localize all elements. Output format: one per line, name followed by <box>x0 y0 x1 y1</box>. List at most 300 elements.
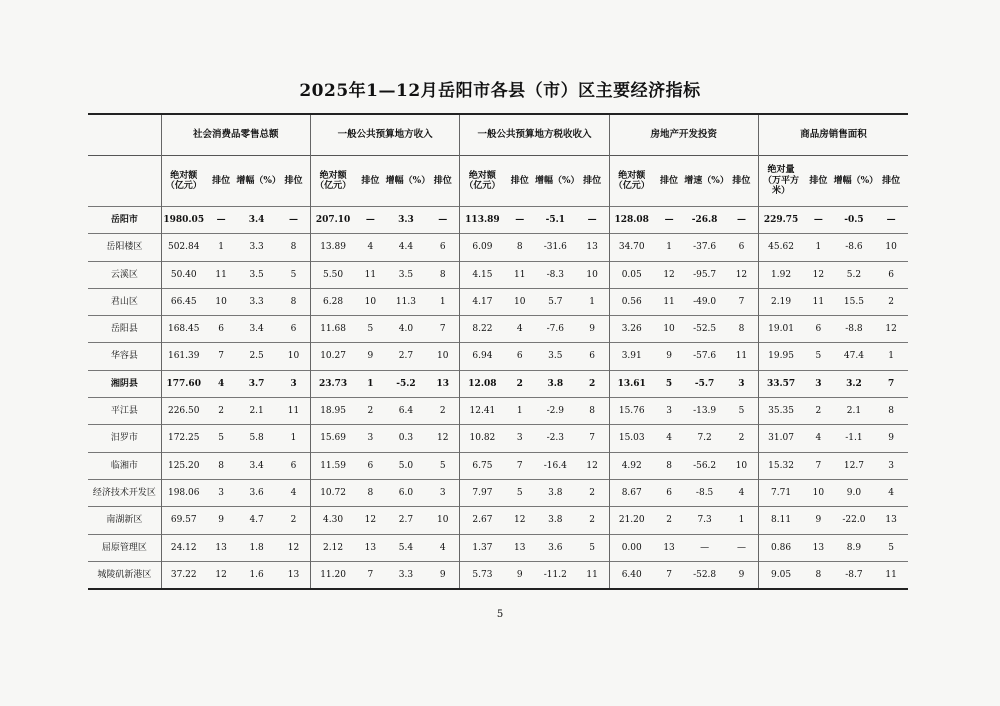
region-name-cell: 岳阳市 <box>88 207 161 234</box>
value-cell: 3.4 <box>236 316 277 343</box>
value-cell: 10 <box>654 316 684 343</box>
value-cell: 6 <box>355 452 385 479</box>
table-row <box>88 534 908 561</box>
table-row <box>88 452 908 479</box>
column-header: 增速（%） <box>684 156 725 207</box>
value-cell: 6 <box>206 316 236 343</box>
table-row <box>88 425 908 452</box>
value-cell: 11 <box>803 288 833 315</box>
value-cell: 11.68 <box>310 316 355 343</box>
value-cell: 4 <box>355 234 385 261</box>
region-name-cell: 屈原管理区 <box>88 534 161 561</box>
value-cell: 13 <box>355 534 385 561</box>
table-body <box>88 207 908 590</box>
value-cell: 3 <box>505 425 535 452</box>
value-cell: 2 <box>576 507 610 534</box>
value-cell: 12 <box>277 534 311 561</box>
value-cell: 9 <box>505 561 535 589</box>
value-cell: 9.05 <box>758 561 803 589</box>
value-cell: -2.3 <box>535 425 576 452</box>
value-cell: — <box>426 207 460 234</box>
value-cell: 3 <box>725 370 759 397</box>
group-header: 房地产开发投资 <box>609 114 758 156</box>
value-cell: 7 <box>355 561 385 589</box>
value-cell: 13 <box>654 534 684 561</box>
table-row <box>88 370 908 397</box>
value-cell: 12 <box>803 261 833 288</box>
value-cell: -8.5 <box>684 479 725 506</box>
value-cell: 15.5 <box>834 288 875 315</box>
value-cell: 2 <box>206 398 236 425</box>
value-cell: 9 <box>206 507 236 534</box>
value-cell: 1 <box>355 370 385 397</box>
value-cell: 7 <box>206 343 236 370</box>
value-cell: 8 <box>505 234 535 261</box>
value-cell: 3.6 <box>535 534 576 561</box>
value-cell: 50.40 <box>161 261 206 288</box>
value-cell: 8 <box>874 398 908 425</box>
value-cell: 1980.05 <box>161 207 206 234</box>
value-cell: 8 <box>277 288 311 315</box>
economic-indicators-table <box>88 113 908 590</box>
value-cell: 23.73 <box>310 370 355 397</box>
value-cell: 11 <box>355 261 385 288</box>
value-cell: 4 <box>803 425 833 452</box>
value-cell: 2.67 <box>460 507 505 534</box>
value-cell: 3 <box>803 370 833 397</box>
value-cell: -5.7 <box>684 370 725 397</box>
value-cell: 15.69 <box>310 425 355 452</box>
value-cell: 6 <box>505 343 535 370</box>
page-number: 5 <box>496 609 504 620</box>
value-cell: 12.41 <box>460 398 505 425</box>
value-cell: — <box>654 207 684 234</box>
value-cell: 13 <box>277 561 311 589</box>
value-cell: 12.08 <box>460 370 505 397</box>
value-cell: 2 <box>426 398 460 425</box>
value-cell: 66.45 <box>161 288 206 315</box>
value-cell: 45.62 <box>758 234 803 261</box>
value-cell: 3.8 <box>535 507 576 534</box>
value-cell: 4 <box>654 425 684 452</box>
column-header: 排位 <box>654 156 684 207</box>
column-header: 绝对量（万平方米） <box>758 156 803 207</box>
value-cell: 5 <box>654 370 684 397</box>
value-cell: 2.1 <box>236 398 277 425</box>
value-cell: 9 <box>426 561 460 589</box>
column-header: 绝对额（亿元） <box>161 156 206 207</box>
value-cell: — <box>803 207 833 234</box>
region-name-cell: 湘阴县 <box>88 370 161 397</box>
value-cell: 4 <box>206 370 236 397</box>
value-cell: 3 <box>654 398 684 425</box>
value-cell: 6 <box>803 316 833 343</box>
value-cell: 125.20 <box>161 452 206 479</box>
group-header: 一般公共预算地方收入 <box>310 114 459 156</box>
value-cell: 6.75 <box>460 452 505 479</box>
value-cell: 2 <box>277 507 311 534</box>
value-cell: -0.5 <box>834 207 875 234</box>
value-cell: 4 <box>277 479 311 506</box>
value-cell: 8 <box>277 234 311 261</box>
value-cell: 2.7 <box>386 343 427 370</box>
value-cell: 1 <box>803 234 833 261</box>
value-cell: 10.27 <box>310 343 355 370</box>
value-cell: 5 <box>206 425 236 452</box>
column-header: 排位 <box>206 156 236 207</box>
value-cell: 12.7 <box>834 452 875 479</box>
value-cell: 3.3 <box>236 288 277 315</box>
value-cell: 9 <box>355 343 385 370</box>
value-cell: 6.0 <box>386 479 427 506</box>
value-cell: 9.0 <box>834 479 875 506</box>
value-cell: 3 <box>874 452 908 479</box>
value-cell: 11 <box>505 261 535 288</box>
value-cell: -8.6 <box>834 234 875 261</box>
column-header: 排位 <box>803 156 833 207</box>
value-cell: 13 <box>874 507 908 534</box>
value-cell: 1 <box>505 398 535 425</box>
region-name-cell: 岳阳县 <box>88 316 161 343</box>
value-cell: 0.00 <box>609 534 654 561</box>
value-cell: -8.7 <box>834 561 875 589</box>
column-header: 排位 <box>505 156 535 207</box>
table-row <box>88 316 908 343</box>
region-name-cell: 华容县 <box>88 343 161 370</box>
column-header: 增幅（%） <box>386 156 427 207</box>
value-cell: 15.32 <box>758 452 803 479</box>
value-cell: 15.76 <box>609 398 654 425</box>
value-cell: 2 <box>576 479 610 506</box>
value-cell: 12 <box>874 316 908 343</box>
value-cell: 4 <box>426 534 460 561</box>
value-cell: -26.8 <box>684 207 725 234</box>
value-cell: 6 <box>277 452 311 479</box>
value-cell: 37.22 <box>161 561 206 589</box>
value-cell: 13 <box>505 534 535 561</box>
value-cell: -8.3 <box>535 261 576 288</box>
column-header: 增幅（%） <box>535 156 576 207</box>
value-cell: — <box>576 207 610 234</box>
value-cell: -1.1 <box>834 425 875 452</box>
value-cell: 8 <box>654 452 684 479</box>
region-name-cell: 汨罗市 <box>88 425 161 452</box>
value-cell: 9 <box>803 507 833 534</box>
value-cell: — <box>355 207 385 234</box>
value-cell: 7 <box>654 561 684 589</box>
value-cell: 10 <box>426 343 460 370</box>
value-cell: 3 <box>355 425 385 452</box>
value-cell: 2 <box>355 398 385 425</box>
region-name-cell: 城陵矶新港区 <box>88 561 161 589</box>
value-cell: 1 <box>576 288 610 315</box>
value-cell: 1.8 <box>236 534 277 561</box>
value-cell: 10.82 <box>460 425 505 452</box>
value-cell: 4.0 <box>386 316 427 343</box>
column-header: 绝对额（亿元） <box>310 156 355 207</box>
value-cell: 4.7 <box>236 507 277 534</box>
value-cell: -95.7 <box>684 261 725 288</box>
value-cell: 10 <box>206 288 236 315</box>
value-cell: — <box>874 207 908 234</box>
value-cell: 7 <box>874 370 908 397</box>
value-cell: -52.5 <box>684 316 725 343</box>
value-cell: 12 <box>355 507 385 534</box>
value-cell: 10.72 <box>310 479 355 506</box>
table-row <box>88 288 908 315</box>
value-cell: 6.40 <box>609 561 654 589</box>
region-name-cell: 临湘市 <box>88 452 161 479</box>
value-cell: 11.3 <box>386 288 427 315</box>
value-cell: 12 <box>505 507 535 534</box>
value-cell: — <box>505 207 535 234</box>
value-cell: 13 <box>426 370 460 397</box>
value-cell: 13 <box>803 534 833 561</box>
value-cell: 5 <box>355 316 385 343</box>
value-cell: — <box>684 534 725 561</box>
column-header: 增幅（%） <box>236 156 277 207</box>
value-cell: -8.8 <box>834 316 875 343</box>
value-cell: 2.19 <box>758 288 803 315</box>
value-cell: -37.6 <box>684 234 725 261</box>
value-cell: 7 <box>505 452 535 479</box>
corner-header-cell <box>88 114 161 156</box>
value-cell: — <box>206 207 236 234</box>
value-cell: -7.6 <box>535 316 576 343</box>
value-cell: 0.86 <box>758 534 803 561</box>
value-cell: 2.5 <box>236 343 277 370</box>
value-cell: 35.35 <box>758 398 803 425</box>
value-cell: 3 <box>277 370 311 397</box>
value-cell: 3.4 <box>236 452 277 479</box>
value-cell: -57.6 <box>684 343 725 370</box>
value-cell: 6 <box>277 316 311 343</box>
value-cell: 19.01 <box>758 316 803 343</box>
region-name-cell: 南湖新区 <box>88 507 161 534</box>
value-cell: 21.20 <box>609 507 654 534</box>
value-cell: 6 <box>725 234 759 261</box>
value-cell: 3.5 <box>236 261 277 288</box>
value-cell: 2.12 <box>310 534 355 561</box>
table-row <box>88 261 908 288</box>
value-cell: 3.91 <box>609 343 654 370</box>
value-cell: 1 <box>277 425 311 452</box>
value-cell: 11 <box>576 561 610 589</box>
table-row <box>88 207 908 234</box>
value-cell: 229.75 <box>758 207 803 234</box>
value-cell: 4.30 <box>310 507 355 534</box>
value-cell: 3.3 <box>386 207 427 234</box>
value-cell: 3.6 <box>236 479 277 506</box>
group-header: 一般公共预算地方税收收入 <box>460 114 609 156</box>
value-cell: 2 <box>576 370 610 397</box>
value-cell: 2 <box>803 398 833 425</box>
value-cell: 34.70 <box>609 234 654 261</box>
value-cell: 8 <box>206 452 236 479</box>
value-cell: 5.4 <box>386 534 427 561</box>
value-cell: 1 <box>874 343 908 370</box>
value-cell: 3.5 <box>535 343 576 370</box>
value-cell: 13.61 <box>609 370 654 397</box>
value-cell: 47.4 <box>834 343 875 370</box>
value-cell: -5.2 <box>386 370 427 397</box>
column-header: 排位 <box>355 156 385 207</box>
value-cell: 226.50 <box>161 398 206 425</box>
value-cell: 10 <box>874 234 908 261</box>
value-cell: 3.3 <box>236 234 277 261</box>
value-cell: 1.6 <box>236 561 277 589</box>
value-cell: 5.2 <box>834 261 875 288</box>
value-cell: 12 <box>206 561 236 589</box>
value-cell: 177.60 <box>161 370 206 397</box>
value-cell: 11.59 <box>310 452 355 479</box>
value-cell: 13.89 <box>310 234 355 261</box>
value-cell: -31.6 <box>535 234 576 261</box>
value-cell: 172.25 <box>161 425 206 452</box>
value-cell: 0.05 <box>609 261 654 288</box>
column-header: 排位 <box>277 156 311 207</box>
value-cell: 9 <box>874 425 908 452</box>
value-cell: 198.06 <box>161 479 206 506</box>
value-cell: 1.92 <box>758 261 803 288</box>
value-cell: 6.28 <box>310 288 355 315</box>
value-cell: 8 <box>803 561 833 589</box>
table-row <box>88 343 908 370</box>
value-cell: 5 <box>725 398 759 425</box>
value-cell: 11 <box>874 561 908 589</box>
value-cell: 2.1 <box>834 398 875 425</box>
value-cell: 6 <box>654 479 684 506</box>
value-cell: 3.2 <box>834 370 875 397</box>
corner-header-cell <box>88 156 161 207</box>
value-cell: 1.37 <box>460 534 505 561</box>
value-cell: 4 <box>725 479 759 506</box>
value-cell: 4.17 <box>460 288 505 315</box>
value-cell: -22.0 <box>834 507 875 534</box>
value-cell: 1 <box>654 234 684 261</box>
value-cell: 9 <box>654 343 684 370</box>
value-cell: 5 <box>277 261 311 288</box>
value-cell: 12 <box>654 261 684 288</box>
value-cell: 4 <box>874 479 908 506</box>
value-cell: 8 <box>576 398 610 425</box>
value-cell: 7 <box>576 425 610 452</box>
value-cell: 6 <box>426 234 460 261</box>
value-cell: 24.12 <box>161 534 206 561</box>
value-cell: -49.0 <box>684 288 725 315</box>
value-cell: 4 <box>505 316 535 343</box>
value-cell: 7 <box>426 316 460 343</box>
value-cell: 12 <box>426 425 460 452</box>
value-cell: 4.4 <box>386 234 427 261</box>
value-cell: 8.67 <box>609 479 654 506</box>
value-cell: 8.22 <box>460 316 505 343</box>
value-cell: 7 <box>803 452 833 479</box>
value-cell: 13 <box>576 234 610 261</box>
value-cell: 8 <box>725 316 759 343</box>
value-cell: 8.9 <box>834 534 875 561</box>
value-cell: 7 <box>725 288 759 315</box>
value-cell: 18.95 <box>310 398 355 425</box>
value-cell: 2.7 <box>386 507 427 534</box>
value-cell: 10 <box>355 288 385 315</box>
value-cell: 9 <box>576 316 610 343</box>
column-header: 排位 <box>576 156 610 207</box>
value-cell: 6.94 <box>460 343 505 370</box>
value-cell: 10 <box>277 343 311 370</box>
value-cell: 15.03 <box>609 425 654 452</box>
table-row <box>88 561 908 589</box>
value-cell: 3.8 <box>535 370 576 397</box>
value-cell: 2 <box>874 288 908 315</box>
value-cell: 3.26 <box>609 316 654 343</box>
table-row <box>88 479 908 506</box>
value-cell: 0.56 <box>609 288 654 315</box>
value-cell: 5.7 <box>535 288 576 315</box>
value-cell: 5.73 <box>460 561 505 589</box>
value-cell: 2 <box>725 425 759 452</box>
value-cell: 10 <box>803 479 833 506</box>
value-cell: -16.4 <box>535 452 576 479</box>
value-cell: 161.39 <box>161 343 206 370</box>
value-cell: 5 <box>803 343 833 370</box>
region-name-cell: 经济技术开发区 <box>88 479 161 506</box>
value-cell: 4.92 <box>609 452 654 479</box>
value-cell: 2 <box>505 370 535 397</box>
value-cell: -52.8 <box>684 561 725 589</box>
value-cell: 6 <box>576 343 610 370</box>
value-cell: 168.45 <box>161 316 206 343</box>
value-cell: — <box>725 207 759 234</box>
value-cell: 5 <box>505 479 535 506</box>
value-cell: — <box>277 207 311 234</box>
value-cell: -56.2 <box>684 452 725 479</box>
value-cell: 8 <box>355 479 385 506</box>
value-cell: -11.2 <box>535 561 576 589</box>
value-cell: -5.1 <box>535 207 576 234</box>
value-cell: 11 <box>206 261 236 288</box>
value-cell: 11 <box>725 343 759 370</box>
value-cell: 8 <box>426 261 460 288</box>
value-cell: 11 <box>654 288 684 315</box>
value-cell: 5 <box>576 534 610 561</box>
value-cell: 2 <box>654 507 684 534</box>
value-cell: 5 <box>426 452 460 479</box>
value-cell: 8.11 <box>758 507 803 534</box>
sub-header-row <box>88 156 908 207</box>
value-cell: 9 <box>725 561 759 589</box>
value-cell: 3 <box>426 479 460 506</box>
table-row <box>88 507 908 534</box>
page-title: 2025年1—12月岳阳市各县（市）区主要经济指标 <box>299 81 701 101</box>
value-cell: 10 <box>576 261 610 288</box>
region-name-cell: 岳阳楼区 <box>88 234 161 261</box>
value-cell: 7.97 <box>460 479 505 506</box>
value-cell: 128.08 <box>609 207 654 234</box>
value-cell: 33.57 <box>758 370 803 397</box>
value-cell: 207.10 <box>310 207 355 234</box>
value-cell: 3.4 <box>236 207 277 234</box>
value-cell: 5 <box>874 534 908 561</box>
value-cell: — <box>725 534 759 561</box>
column-header: 排位 <box>874 156 908 207</box>
value-cell: 113.89 <box>460 207 505 234</box>
value-cell: 11.20 <box>310 561 355 589</box>
value-cell: 31.07 <box>758 425 803 452</box>
region-name-cell: 君山区 <box>88 288 161 315</box>
value-cell: 5.50 <box>310 261 355 288</box>
value-cell: 502.84 <box>161 234 206 261</box>
